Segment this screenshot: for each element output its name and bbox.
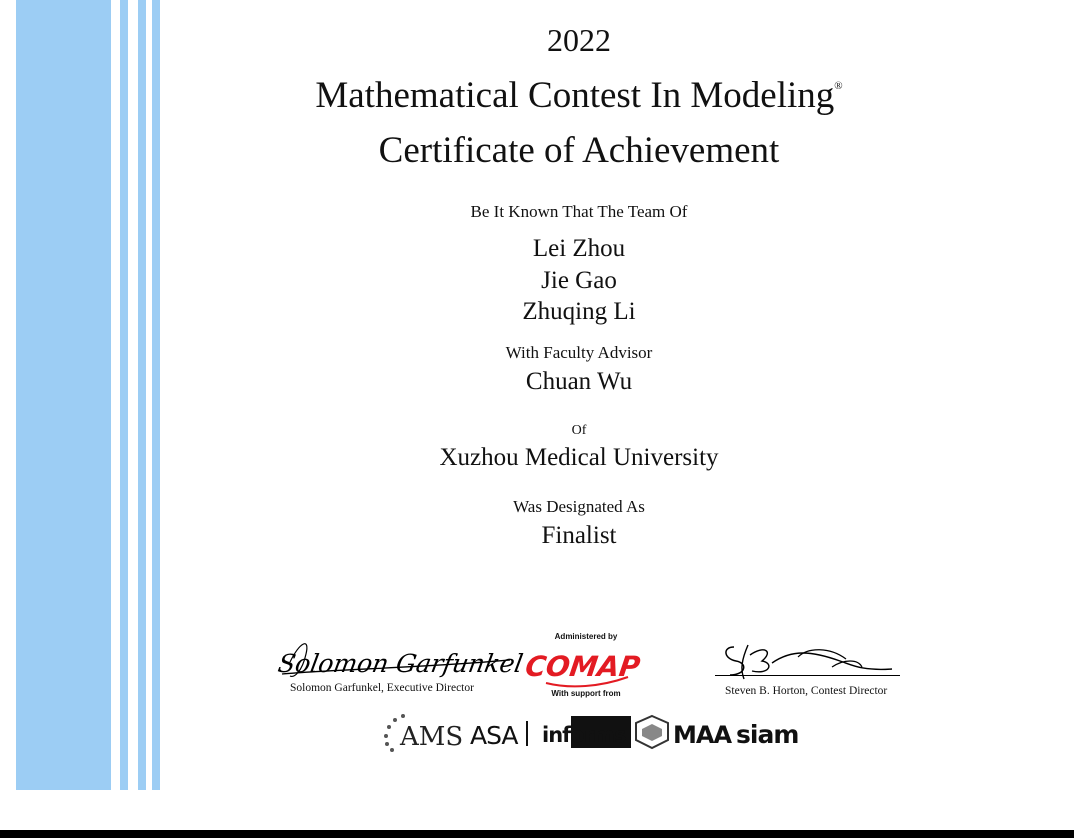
contest-name-text: Mathematical Contest In Modeling [315,75,835,116]
intro-text: Be It Known That The Team Of [470,202,688,221]
registered-mark: ® [834,80,843,92]
siam-logo [736,720,798,749]
informs-logo-text: informs [542,723,626,747]
contest-year: 2022 [547,22,611,58]
team-member: Zhuqing Li [522,298,636,325]
designation-value: Finalist [541,522,617,549]
signature-line [715,675,900,676]
decorative-stripe [138,0,146,790]
comap-block [523,632,643,698]
advisor-label: With Faculty Advisor [505,343,653,362]
contest-director-signature [712,641,904,683]
support-label: With support from [551,689,621,698]
ams-logo-text: AMS [400,722,464,752]
signature-script: Solomon Garfunkel [275,649,526,678]
executive-director-caption: Solomon Garfunkel, Executive Director [290,682,474,694]
team-member: Lei Zhou [532,235,626,262]
comap-logo [523,643,643,689]
bottom-border [0,830,1074,838]
institution-name: Xuzhou Medical University [439,444,719,471]
decorative-stripe [152,0,160,790]
of-label: Of [571,423,587,438]
contest-director-caption: Steven B. Horton, Contest Director [725,685,888,697]
certificate-title: Certificate of Achievement [378,130,780,171]
advisor-name: Chuan Wu [525,368,633,395]
designation-label: Was Designated As [513,497,645,516]
maa-logo-text: MAA [673,721,732,749]
informs-logo [541,716,631,748]
ams-logo [384,714,463,752]
team-member: Jie Gao [541,267,617,294]
sponsor-logos [378,708,828,756]
asa-logo [470,721,528,750]
maa-logo [636,716,732,749]
comap-logo-text: COMAP [523,650,643,683]
administered-by-label: Administered by [554,632,618,641]
siam-logo-text: siam [736,720,799,749]
decorative-stripe [120,0,128,790]
asa-logo-text: ASA [470,721,518,750]
contest-name [290,74,868,117]
decorative-stripe-wide [16,0,111,790]
